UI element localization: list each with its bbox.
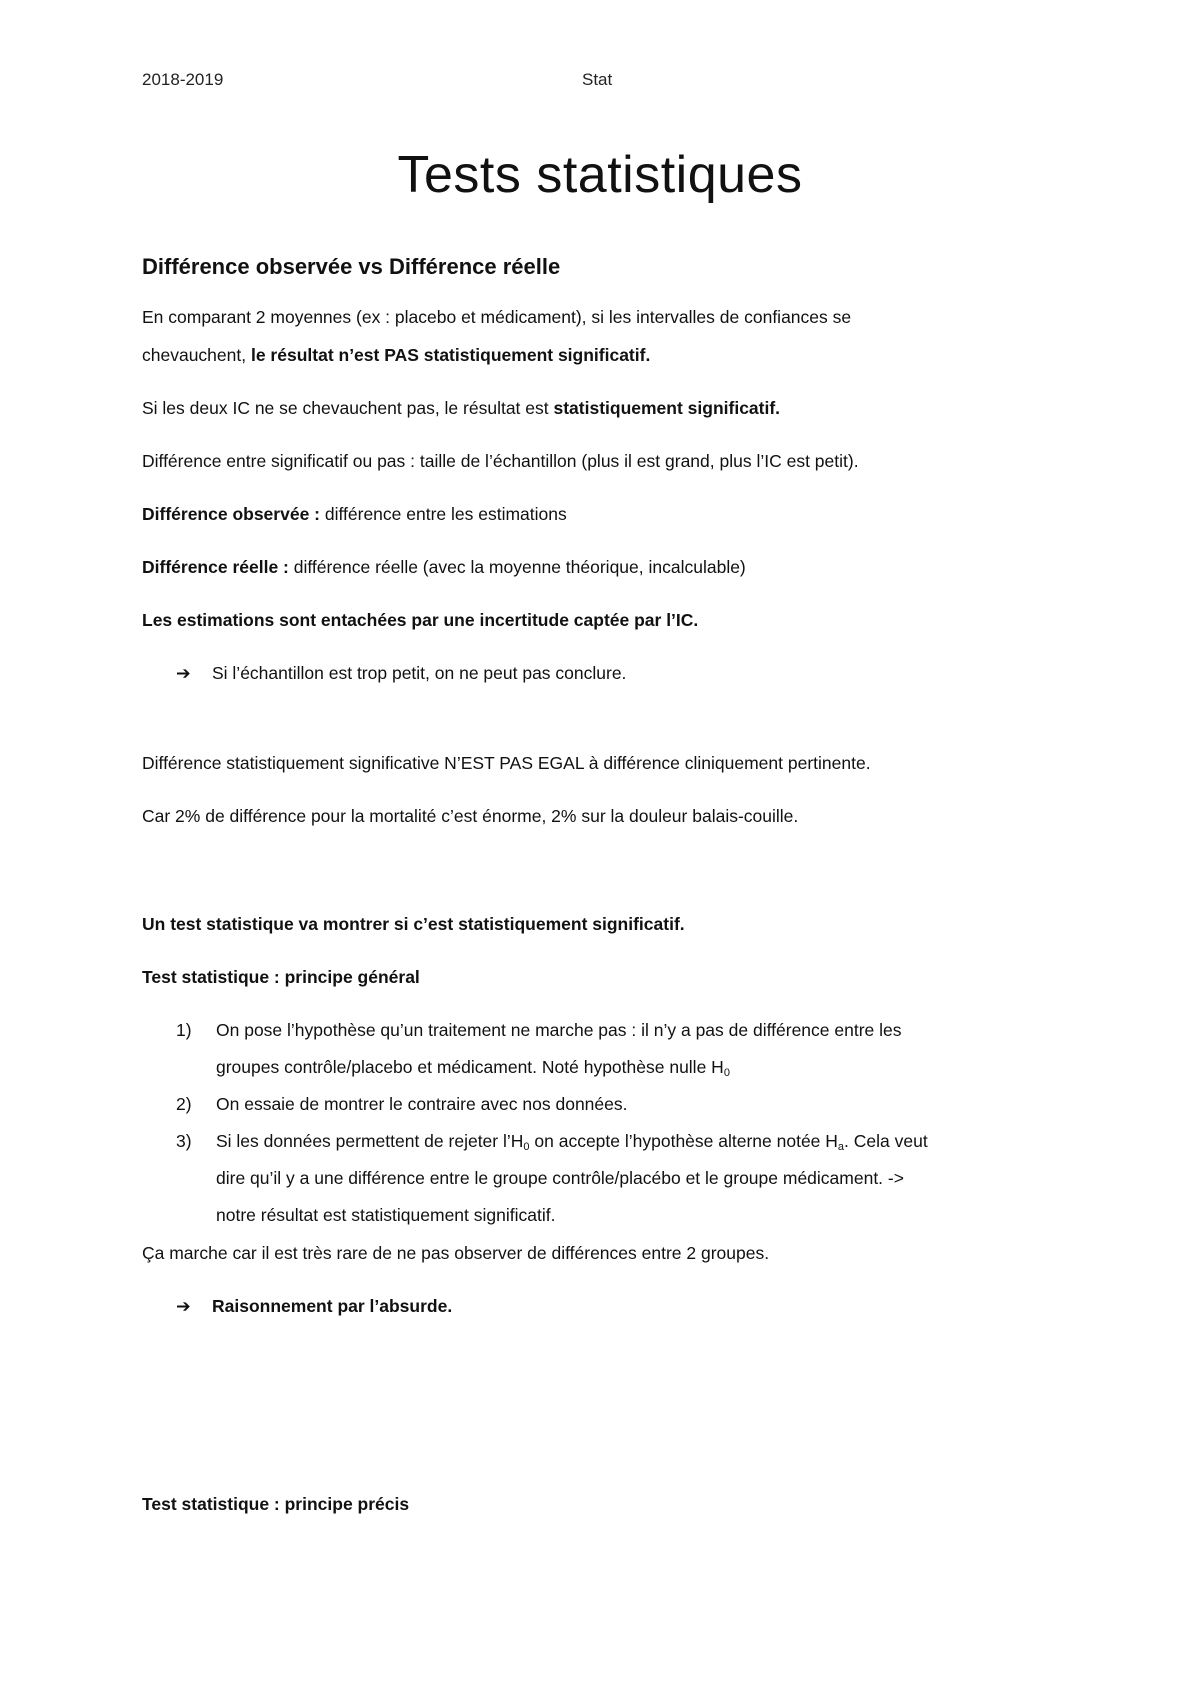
bold-text: Différence réelle : <box>142 557 289 577</box>
bold-text: Test statistique : principe précis <box>142 1494 410 1514</box>
list-number: 3) <box>176 1131 192 1151</box>
arrow-bullet <box>176 654 626 692</box>
list-item-text: dire qu’il y a une différence entre le groupe contrôle/placébo et le groupe médicament. -> <box>216 1168 904 1188</box>
list-item-text: On essaie de montrer le contraire avec nos données. <box>216 1094 628 1114</box>
paragraph: Différence entre significatif ou pas : taille de l’échantillon (plus il est grand, plus l’IC est petit). <box>142 451 859 471</box>
subheading <box>142 958 420 996</box>
paragraph: Ça marche car il est très rare de ne pas observer de différences entre 2 groupes. <box>142 1243 770 1263</box>
bold-text: Raisonnement par l’absurde. <box>212 1296 453 1316</box>
header-year: 2018-2019 <box>142 70 224 89</box>
paragraph <box>142 495 567 533</box>
paragraph <box>142 548 746 586</box>
list-item-text: On pose l’hypothèse qu’un traitement ne marche pas : il n’y a pas de différence entre les <box>216 1020 902 1040</box>
text: chevauchent, <box>142 345 251 365</box>
bold-text: Test statistique : principe général <box>142 967 420 987</box>
paragraph <box>142 389 780 427</box>
text: Si les données permettent de rejeter l’H <box>216 1131 524 1151</box>
text: on accepte l’hypothèse alterne notée H <box>529 1131 838 1151</box>
text: différence entre les estimations <box>320 504 567 524</box>
arrow-icon: ➔ <box>176 663 191 683</box>
list-item-text: notre résultat est statistiquement significatif. <box>216 1205 556 1225</box>
list-number: 1) <box>176 1020 192 1040</box>
paragraph <box>142 601 698 639</box>
subscript: a <box>837 1141 845 1153</box>
list-number: 2) <box>176 1094 192 1114</box>
bold-text: Les estimations sont entachées par une incertitude captée par l’IC. <box>142 610 699 630</box>
bold-text: statistiquement significatif. <box>553 398 781 418</box>
bold-text: le résultat n’est PAS statistiquement significatif. <box>250 345 651 365</box>
paragraph <box>142 336 650 374</box>
subscript: 0 <box>723 1067 730 1079</box>
arrow-icon: ➔ <box>176 1296 191 1316</box>
subheading <box>142 1485 409 1523</box>
arrow-bullet <box>176 1287 452 1325</box>
text: groupes contrôle/placebo et médicament. Noté hypothèse nulle H <box>216 1057 724 1077</box>
text: Si l’échantillon est trop petit, on ne peut pas conclure. <box>212 663 627 683</box>
paragraph: Différence statistiquement significative N’EST PAS EGAL à différence cliniquement pertinente. <box>142 753 871 773</box>
text: . Cela veut <box>844 1131 928 1151</box>
header-subject: Stat <box>582 70 613 89</box>
text: différence réelle (avec la moyenne théorique, incalculable) <box>288 557 746 577</box>
bold-text: Différence observée : <box>142 504 320 524</box>
subscript: 0 <box>523 1141 530 1153</box>
document-title: Tests statistiques <box>397 146 803 204</box>
text: Si les deux IC ne se chevauchent pas, le résultat est <box>142 398 554 418</box>
paragraph: En comparant 2 moyennes (ex : placebo et médicament), si les intervalles de confiances se <box>142 307 852 327</box>
paragraph <box>142 905 685 943</box>
paragraph: Car 2% de différence pour la mortalité c’est énorme, 2% sur la douleur balais-couille. <box>142 806 799 826</box>
bold-text: Un test statistique va montrer si c’est statistiquement significatif. <box>142 914 685 934</box>
section-heading: Différence observée vs Différence réelle <box>142 254 561 279</box>
